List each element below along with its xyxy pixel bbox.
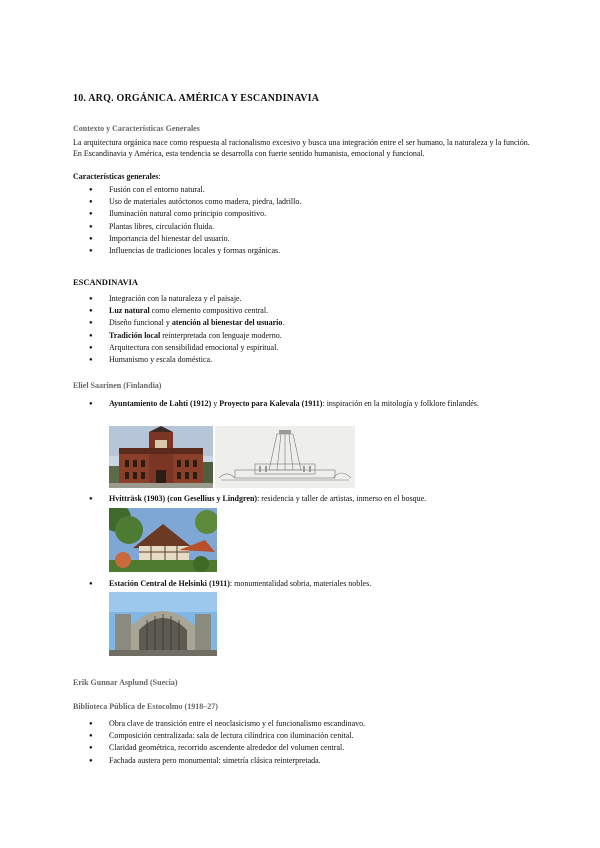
list-item: ● Diseño funcional y atención al bienestar del usuario. (73, 317, 533, 329)
kalevala-drawing-image (215, 426, 355, 488)
asplund-heading: Erik Gunnar Asplund (Suecia) (73, 678, 178, 687)
list-item: ● Iluminación natural como principio compositivo. (73, 208, 533, 220)
list-item: ● Influencias de tradiciones locales y formas orgánicas. (73, 245, 533, 257)
list-item: ● Humanismo y escala doméstica. (73, 354, 533, 366)
features-list (73, 184, 533, 257)
list-item: ● Integración con la naturaleza y el paisaje. (73, 293, 533, 305)
list-item: ● Plantas libres, circulación fluida. (73, 221, 533, 233)
list-item: ● Luz natural como elemento compositivo central. (73, 305, 533, 317)
list-item: ● Fusión con el entorno natural. (73, 184, 533, 196)
list-item: ● Importancia del bienestar del usuario. (73, 233, 533, 245)
hvittrask-image (109, 508, 217, 572)
list-item: ● Claridad geométrica, recorrido ascendente alrededor del volumen central. (73, 742, 533, 754)
page-title: 10. ARQ. ORGÁNICA. AMÉRICA Y ESCANDINAVIA (73, 93, 320, 104)
list-item: ● Obra clave de transición entre el neoclasicismo y el funcionalismo escandinavo. (73, 718, 533, 730)
saarinen-heading: Eliel Saarinen (Finlandia) (73, 381, 162, 390)
saarinen-work-lahti: ● Ayuntamiento de Lahti (1912) y Proyecto para Kalevala (1911): inspiración en la mitología y folklore finlandés. (89, 399, 479, 408)
scandinavia-heading: ESCANDINAVIA (73, 277, 139, 287)
saarinen-work-helsinki: ● Estación Central de Helsinki (1911): monumentalidad sobria, materiales nobles. (89, 579, 372, 588)
saarinen-work-hvittrask: ● Hvitträsk (1903) (con Gesellius y Lindgren): residencia y taller de artistas, inmerso en el bosque. (89, 494, 427, 503)
features-label: Características generales: (73, 172, 161, 181)
lahti-town-hall-image (109, 426, 213, 488)
list-item: ● Composición centralizada: sala de lectura cilíndrica con iluminación cenital. (73, 730, 533, 742)
library-heading: Biblioteca Pública de Estocolmo (1918–27) (73, 702, 218, 711)
helsinki-station-image (109, 592, 217, 656)
context-paragraph: La arquitectura orgánica nace como respuesta al racionalismo excesivo y busca una integración entre el ser humano, la naturaleza y la función. En Escandinavia y América, esta tendencia se desarrolla con fuerte sentido humanista, emocional y funcional. (73, 138, 530, 159)
asplund-list (73, 718, 533, 767)
list-item: ● Fachada austera pero monumental: simetría clásica reinterpretada. (73, 755, 533, 767)
scandinavia-list (73, 293, 533, 366)
context-heading: Contexto y Características Generales (73, 124, 200, 133)
list-item: ● Tradición local reinterpretada con lenguaje moderno. (73, 330, 533, 342)
list-item: ● Uso de materiales autóctonos como madera, piedra, ladrillo. (73, 196, 533, 208)
list-item: ● Arquitectura con sensibilidad emocional y espiritual. (73, 342, 533, 354)
